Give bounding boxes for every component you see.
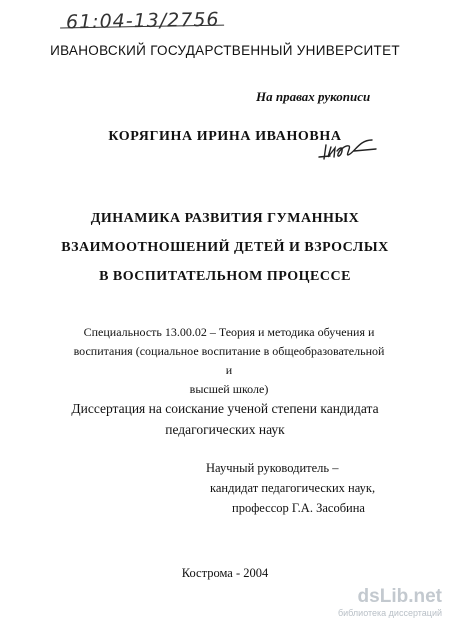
signature-icon bbox=[316, 137, 378, 163]
specialty-line: воспитания (социальное воспитание в общеобразовательной и bbox=[73, 344, 385, 377]
adviser-line: Научный руководитель – bbox=[206, 461, 339, 475]
scientific-adviser bbox=[206, 458, 375, 518]
title-line: В ВОСПИТАТЕЛЬНОМ ПРОЦЕССЕ bbox=[99, 269, 351, 284]
specialty-line: высшей школе) bbox=[189, 382, 269, 396]
degree-line: педагогических наук bbox=[165, 422, 285, 437]
university-name: ИВАНОВСКИЙ ГОСУДАРСТВЕННЫЙ УНИВЕРСИТЕТ bbox=[50, 43, 400, 58]
watermark-subtitle: библиотека диссертаций bbox=[337, 608, 442, 618]
manuscript-rights-note: На правах рукописи bbox=[256, 89, 371, 104]
title-line: ВЗАИМООТНОШЕНИЙ ДЕТЕЙ И ВЗРОСЛЫХ bbox=[61, 240, 389, 255]
watermark-logo: dsLib.net bbox=[357, 586, 442, 607]
degree-statement bbox=[0, 398, 450, 440]
archive-stamp: 61:04-13/2756 bbox=[65, 8, 220, 34]
title-line: ДИНАМИКА РАЗВИТИЯ ГУМАННЫХ bbox=[90, 211, 360, 226]
city-year: Кострома - 2004 bbox=[181, 566, 269, 580]
dissertation-title bbox=[0, 204, 450, 291]
dslib-watermark bbox=[332, 587, 442, 618]
specialty-text bbox=[69, 323, 389, 399]
specialty-line: Специальность 13.00.02 – Теория и методика обучения и bbox=[83, 325, 375, 339]
author-name: КОРЯГИНА ИРИНА ИВАНОВНА bbox=[108, 129, 342, 144]
degree-line: Диссертация на соискание ученой степени кандидата bbox=[71, 401, 379, 416]
adviser-line: профессор Г.А. Засобина bbox=[232, 501, 365, 515]
adviser-line: кандидат педагогических наук, bbox=[210, 481, 376, 495]
